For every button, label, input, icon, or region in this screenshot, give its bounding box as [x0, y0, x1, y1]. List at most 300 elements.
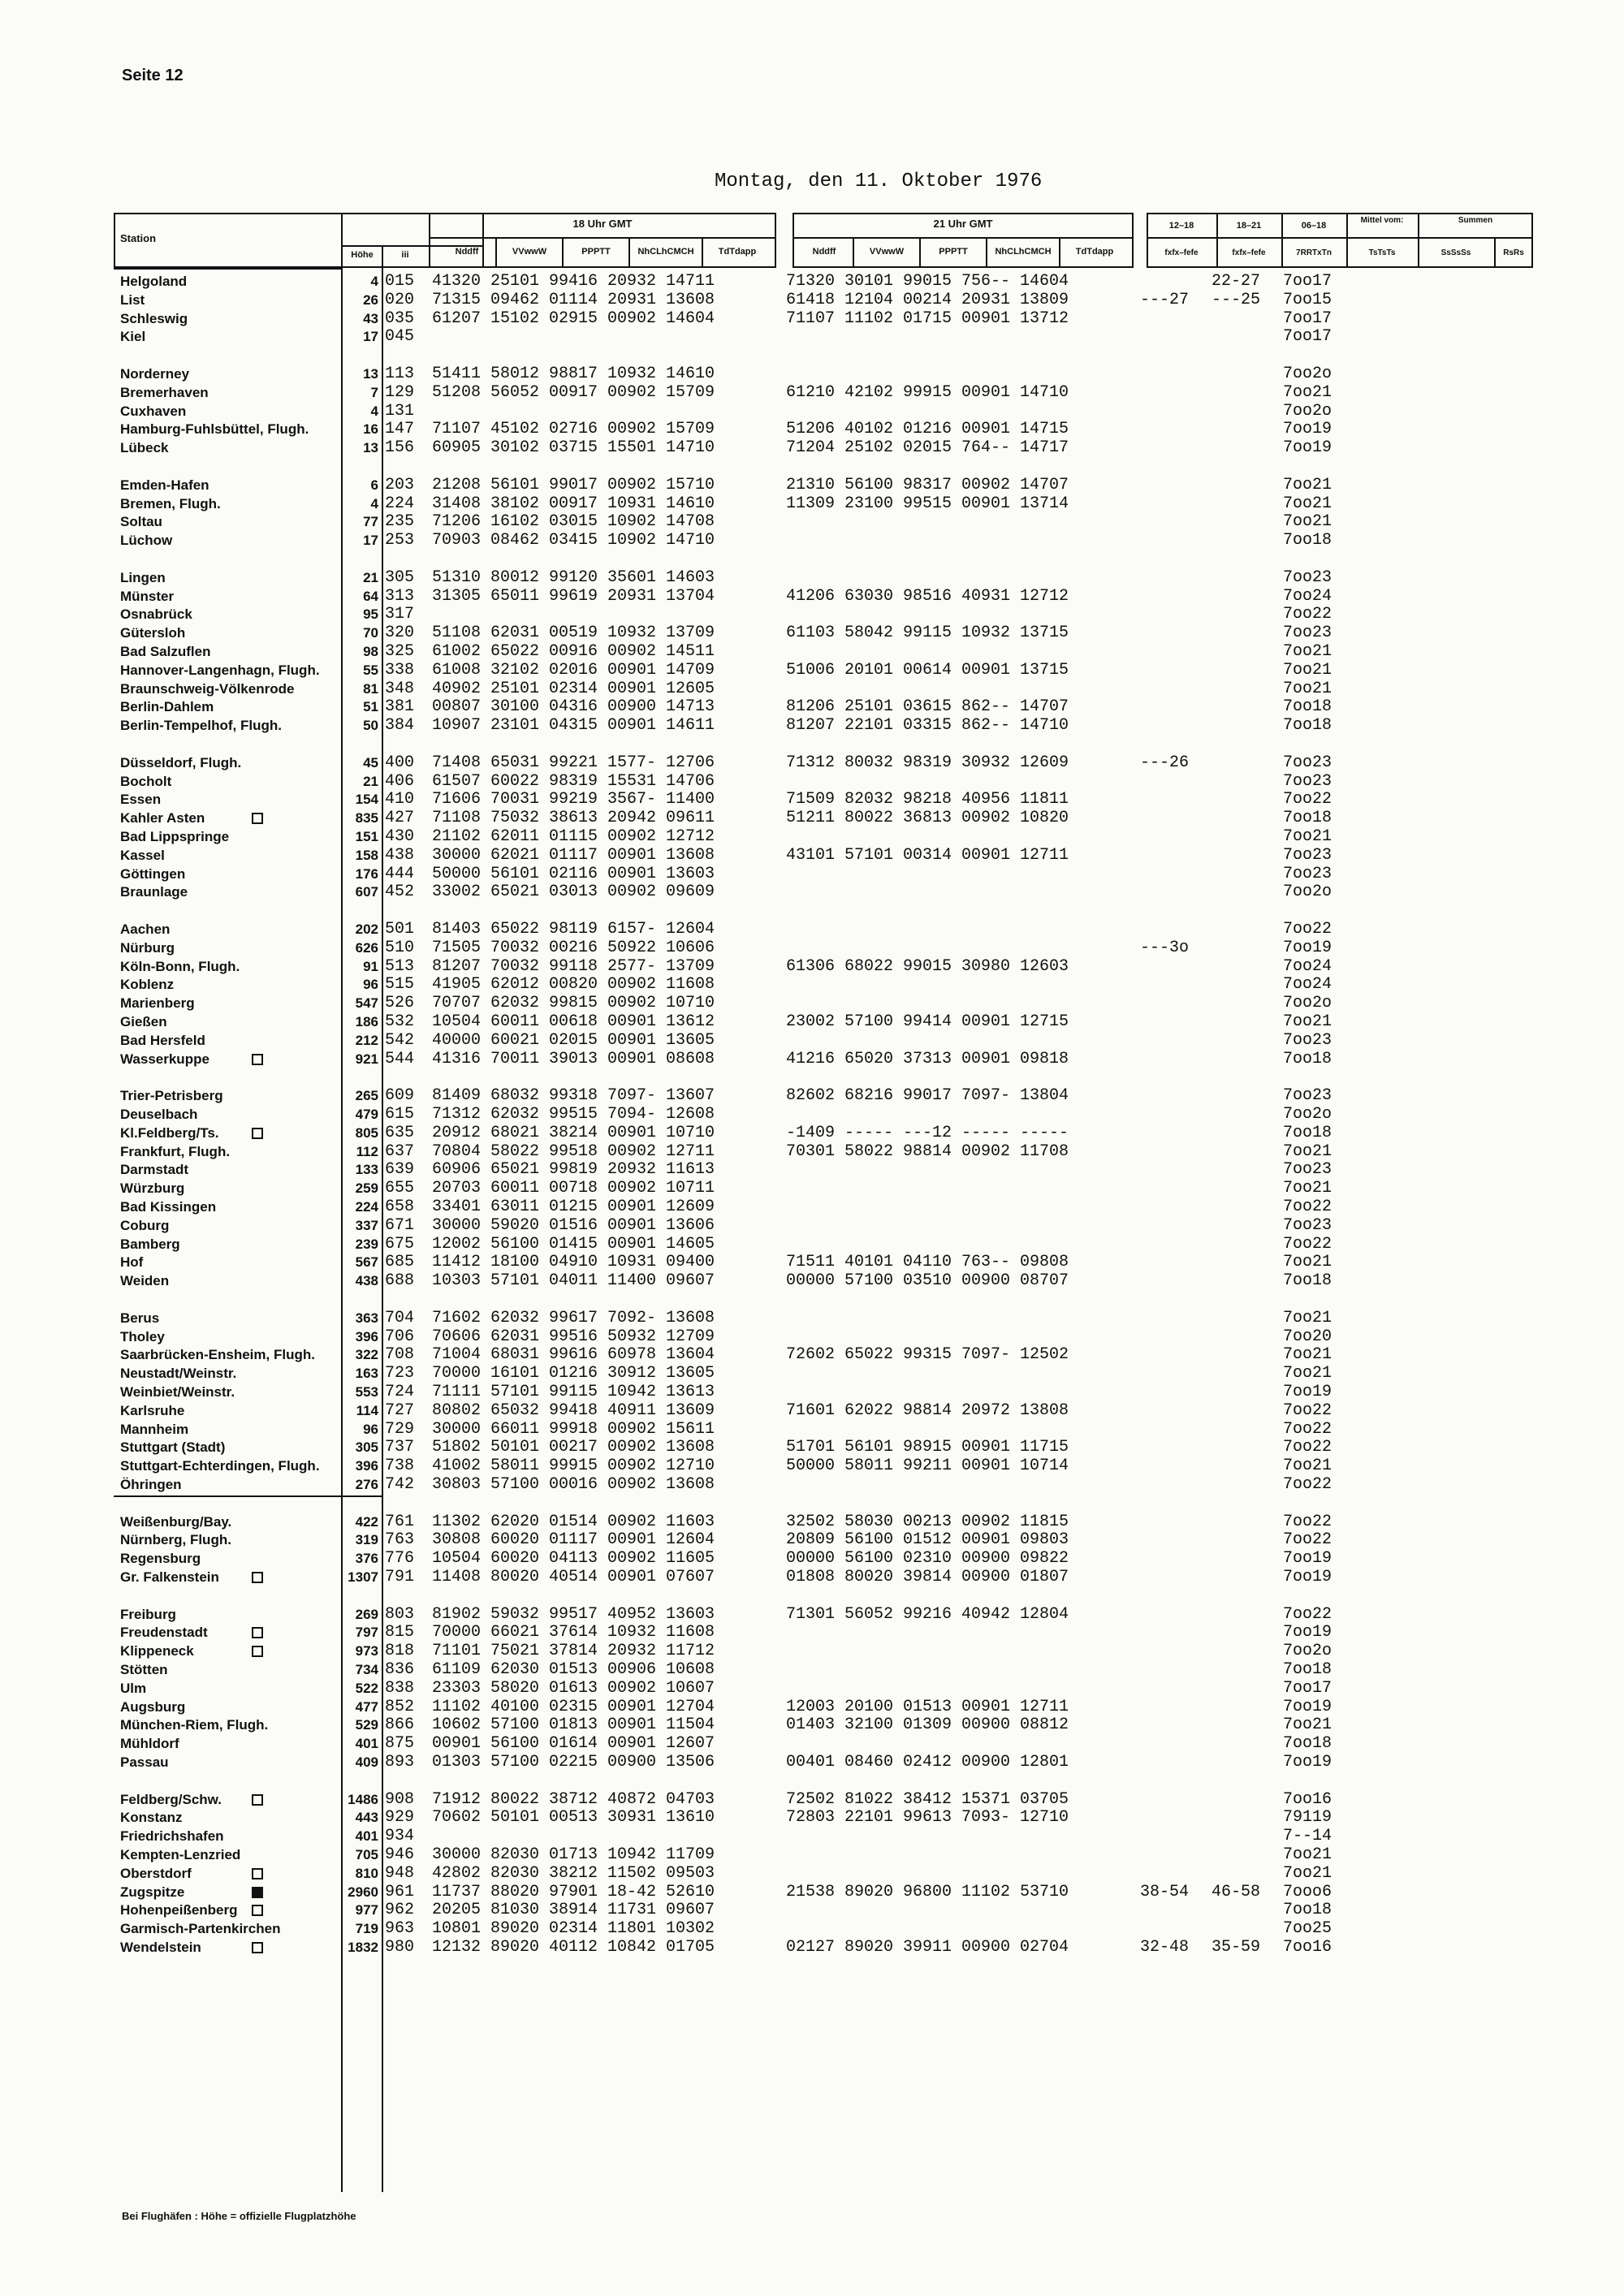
station-id: 723 — [385, 1364, 415, 1383]
obs-06-18: 7oo18 — [1283, 1901, 1332, 1920]
station-height: 276 — [355, 1477, 378, 1492]
station-height: 1486 — [348, 1791, 378, 1807]
obs-06-18: 7oo21 — [1283, 1253, 1332, 1272]
station-id: 253 — [385, 531, 415, 550]
obs-18-gmt: 80802 65032 99418 40911 13609 — [432, 1400, 715, 1420]
obs-06-18: 7oo22 — [1283, 605, 1332, 624]
divider — [114, 1495, 382, 1497]
station-height: 96 — [363, 1421, 378, 1437]
table-row — [0, 532, 1624, 550]
table-row — [0, 921, 1624, 939]
station-id: 893 — [385, 1753, 415, 1772]
table-row — [0, 1569, 1624, 1586]
station-name: Kassel — [120, 847, 165, 863]
obs-21-gmt: 71107 11102 01715 00901 13712 — [786, 309, 1069, 328]
station-name: Kempten-Lenzried — [120, 1847, 241, 1862]
station-id: 791 — [385, 1568, 415, 1586]
header-mittel: Mittel vom: — [1360, 216, 1404, 225]
obs-18-gmt: 21102 62011 01115 00902 12712 — [432, 827, 715, 846]
open-square-icon — [252, 1128, 263, 1139]
obs-06-18: 7oo23 — [1283, 771, 1332, 791]
obs-18-gmt: 40902 25101 02314 00901 12605 — [432, 679, 715, 698]
station-height: 977 — [355, 1902, 378, 1918]
open-square-icon — [252, 1572, 263, 1583]
obs-21-gmt: 32502 58030 00213 00902 11815 — [786, 1512, 1069, 1531]
station-name: Berus — [120, 1310, 160, 1326]
station-height: 422 — [355, 1513, 378, 1530]
obs-18-gmt: 51208 56052 00917 00902 15709 — [432, 382, 715, 402]
station-name: Hannover-Langenhagn, Flugh. — [120, 662, 320, 678]
obs-18-gmt: 10504 60011 00618 00901 13612 — [432, 1012, 715, 1031]
obs-06-18: 7oo21 — [1283, 679, 1332, 698]
obs-18-gmt: 51310 80012 99120 35601 14603 — [432, 568, 715, 587]
header-summen: Summen — [1458, 216, 1493, 225]
station-name: Münster — [120, 588, 175, 604]
station-name: Weiden — [120, 1273, 170, 1289]
table-row — [0, 569, 1624, 587]
station-name: Marienberg — [120, 995, 195, 1012]
header-18-uhr: 18 Uhr GMT — [572, 218, 633, 230]
table-row — [0, 1013, 1624, 1031]
obs-21-gmt: 71320 30101 99015 756-- 14604 — [786, 272, 1069, 291]
station-id: 235 — [385, 512, 415, 532]
station-height: 112 — [356, 1143, 378, 1159]
station-name: Zugspitze — [120, 1884, 185, 1900]
station-id: 015 — [385, 272, 415, 291]
obs-06-18: 7oo22 — [1283, 1198, 1332, 1216]
obs-06-18: 7oo21 — [1283, 1012, 1332, 1031]
station-name: Schleswig — [120, 310, 188, 326]
station-id: 542 — [385, 1030, 415, 1050]
gust-12-18: 32-48 — [1140, 1938, 1190, 1957]
table-row — [0, 1106, 1624, 1124]
divider — [986, 237, 987, 268]
obs-06-18: 7oo17 — [1283, 272, 1332, 291]
station-id: 980 — [385, 1938, 415, 1957]
obs-21-gmt: 43101 57101 00314 00901 12711 — [786, 845, 1069, 865]
table-row — [0, 1550, 1624, 1568]
obs-06-18: 7oo21 — [1283, 475, 1332, 494]
table-row — [0, 328, 1624, 346]
divider — [628, 237, 630, 268]
station-height: 401 — [355, 1828, 378, 1845]
station-height: 396 — [355, 1328, 378, 1344]
station-height: 1832 — [348, 1940, 378, 1955]
obs-06-18: 7oo18 — [1283, 1734, 1332, 1754]
open-square-icon — [252, 1794, 263, 1806]
table-row — [0, 1846, 1624, 1864]
station-id: 129 — [385, 382, 415, 402]
divider — [793, 237, 1134, 239]
station-height: 363 — [355, 1310, 378, 1326]
header-18-col: NhCLhCMCH — [637, 247, 694, 257]
station-id: 639 — [385, 1160, 415, 1180]
station-name: Soltau — [120, 514, 162, 530]
header-21-col: Nddff — [812, 247, 836, 257]
table-row — [0, 828, 1624, 846]
table-row — [0, 1606, 1624, 1624]
station-height: 163 — [355, 1366, 378, 1382]
obs-18-gmt: 30000 62021 01117 00901 13608 — [432, 845, 715, 865]
table-row — [0, 1421, 1624, 1439]
station-id: 513 — [385, 956, 415, 976]
table-row — [0, 1624, 1624, 1642]
station-id: 961 — [385, 1882, 415, 1901]
station-height: 805 — [355, 1124, 378, 1141]
station-name: Berlin-Dahlem — [120, 699, 214, 715]
station-name: Nürnberg, Flugh. — [120, 1532, 231, 1548]
table-row — [0, 680, 1624, 698]
obs-06-18: 7oo18 — [1283, 1049, 1332, 1068]
station-name: Mühldorf — [120, 1736, 179, 1752]
obs-06-18: 7oo21 — [1283, 1345, 1332, 1365]
obs-21-gmt: 71601 62022 98814 20972 13808 — [786, 1400, 1069, 1420]
obs-21-gmt: 72602 65022 99315 7097- 12502 — [786, 1345, 1069, 1365]
gust-12-18: ---27 — [1140, 290, 1190, 309]
station-id: 544 — [385, 1049, 415, 1068]
station-name: Berlin-Tempelhof, Flugh. — [120, 718, 282, 734]
station-height: 626 — [355, 939, 378, 956]
station-height: 96 — [363, 977, 378, 993]
obs-06-18: 7oo23 — [1283, 1160, 1332, 1180]
obs-06-18: 7oo22 — [1283, 1234, 1332, 1254]
obs-18-gmt: 71004 68031 99616 60978 13604 — [432, 1345, 715, 1365]
station-height: 13 — [363, 366, 378, 382]
station-height: 6 — [370, 477, 378, 493]
station-height: 921 — [355, 1051, 378, 1067]
station-name: Würzburg — [120, 1180, 185, 1197]
gust-12-18: ---3o — [1140, 938, 1190, 957]
obs-06-18: 7oo19 — [1283, 1697, 1332, 1716]
station-name: Tholey — [120, 1328, 165, 1344]
table-row — [0, 1143, 1624, 1161]
header-21-col: TdTdapp — [1075, 247, 1114, 257]
station-height: 151 — [355, 829, 378, 844]
station-height: 376 — [355, 1551, 378, 1567]
station-id: 763 — [385, 1530, 415, 1550]
obs-06-18: 7oo22 — [1283, 1530, 1332, 1550]
obs-18-gmt: 60906 65021 99819 20932 11613 — [432, 1160, 715, 1180]
table-row — [0, 273, 1624, 291]
obs-18-gmt: 61507 60022 98319 15531 14706 — [432, 771, 715, 791]
obs-06-18: 7oo19 — [1283, 938, 1332, 957]
station-name: Gr. Falkenstein — [120, 1569, 219, 1585]
station-height: 479 — [355, 1107, 378, 1122]
divider — [114, 268, 341, 270]
obs-18-gmt: 61002 65022 00916 00902 14511 — [432, 642, 715, 661]
station-height: 973 — [355, 1643, 378, 1659]
obs-21-gmt: 81206 25101 03615 862-- 14707 — [786, 697, 1069, 717]
obs-18-gmt: 30000 82030 01713 10942 11709 — [432, 1845, 715, 1864]
obs-06-18: 7oo23 — [1283, 568, 1332, 587]
station-height: 55 — [363, 662, 378, 678]
table-row — [0, 1439, 1624, 1457]
station-height: 522 — [355, 1680, 378, 1696]
obs-18-gmt: 81902 59032 99517 40952 13603 — [432, 1604, 715, 1624]
station-height: 50 — [363, 718, 378, 734]
table-row — [0, 1920, 1624, 1938]
obs-18-gmt: 12132 89020 40112 10842 01705 — [432, 1938, 715, 1957]
station-id: 020 — [385, 290, 415, 309]
obs-06-18: 7oo21 — [1283, 382, 1332, 402]
table-row — [0, 513, 1624, 531]
subheader-12-18: fxfx–fefe — [1164, 248, 1199, 257]
obs-18-gmt: 71505 70032 00216 50922 10606 — [432, 938, 715, 957]
station-id: 406 — [385, 771, 415, 791]
station-name: Bocholt — [120, 773, 172, 789]
obs-18-gmt: 81207 70032 99118 2577- 13709 — [432, 956, 715, 976]
station-height: 51 — [363, 699, 378, 715]
obs-21-gmt: 81207 22101 03315 862-- 14710 — [786, 716, 1069, 736]
obs-18-gmt: 71912 80022 38712 40872 04703 — [432, 1789, 715, 1809]
table-row — [0, 291, 1624, 309]
station-id: 838 — [385, 1678, 415, 1698]
table-row — [0, 1328, 1624, 1346]
station-height: 477 — [355, 1698, 378, 1715]
page-number: Seite 12 — [122, 67, 184, 84]
table-row — [0, 1032, 1624, 1050]
station-name: Lübeck — [120, 440, 169, 456]
obs-18-gmt: 81409 68032 99318 7097- 13607 — [432, 1086, 715, 1106]
station-name: Kahler Asten — [120, 810, 205, 826]
station-id: 963 — [385, 1919, 415, 1939]
open-square-icon — [252, 813, 263, 824]
station-height: 43 — [363, 310, 378, 326]
station-name: Trier-Petrisberg — [120, 1088, 223, 1104]
station-name: Braunlage — [120, 884, 188, 900]
table-row — [0, 1735, 1624, 1753]
obs-21-gmt: 01808 80020 39814 00900 01807 — [786, 1568, 1069, 1586]
station-height: 91 — [363, 958, 378, 974]
obs-06-18: 7oo19 — [1283, 420, 1332, 439]
header-12-18: 12–18 — [1168, 221, 1194, 231]
obs-18-gmt: 40000 60021 02015 00901 13605 — [432, 1030, 715, 1050]
table-row — [0, 1513, 1624, 1531]
station-height: 265 — [355, 1088, 378, 1104]
table-row — [0, 1254, 1624, 1271]
station-height: 176 — [355, 865, 378, 882]
station-name: Helgoland — [120, 274, 188, 289]
table-row — [0, 662, 1624, 680]
obs-18-gmt: 20205 81030 38914 11731 09607 — [432, 1901, 715, 1920]
header-06-18: 06–18 — [1301, 221, 1327, 231]
obs-21-gmt: 12003 20100 01513 00901 12711 — [786, 1697, 1069, 1716]
table-row — [0, 1402, 1624, 1420]
obs-06-18: 7oo16 — [1283, 1938, 1332, 1957]
table-row — [0, 1272, 1624, 1290]
station-name: Hamburg-Fuhlsbüttel, Flugh. — [120, 421, 309, 438]
station-name: Stötten — [120, 1662, 168, 1677]
gust-12-18: 38-54 — [1140, 1882, 1190, 1901]
station-height: 224 — [355, 1199, 378, 1215]
obs-06-18: 7oo21 — [1283, 1457, 1332, 1476]
obs-18-gmt: 31408 38102 00917 10931 14610 — [432, 494, 715, 513]
obs-18-gmt: 20703 60011 00718 00902 10711 — [432, 1179, 715, 1198]
footnote: Bei Flughäfen : Höhe = offizielle Flugplatzhöhe — [122, 2210, 356, 2222]
station-height: 16 — [363, 421, 378, 438]
station-name: Friedrichshafen — [120, 1828, 224, 1845]
station-name: Lüchow — [120, 533, 173, 549]
open-square-icon — [252, 1054, 263, 1065]
obs-18-gmt: 50000 56101 02116 00901 13603 — [432, 864, 715, 883]
obs-18-gmt: 10504 60020 04113 00902 11605 — [432, 1549, 715, 1569]
station-name: Darmstadt — [120, 1162, 189, 1178]
obs-18-gmt: 11412 18100 04910 10931 09400 — [432, 1253, 715, 1272]
station-id: 929 — [385, 1808, 415, 1828]
station-name: Hof — [120, 1254, 144, 1271]
divider — [1147, 237, 1533, 239]
station-id: 320 — [385, 624, 415, 643]
subheader-06-18: 7RRTxTn — [1296, 248, 1332, 257]
obs-21-gmt: 71312 80032 98319 30932 12609 — [786, 753, 1069, 772]
station-id: 737 — [385, 1438, 415, 1457]
station-height: 45 — [363, 754, 378, 770]
obs-18-gmt: 71107 45102 02716 00902 15709 — [432, 420, 715, 439]
table-row — [0, 477, 1624, 494]
table-row — [0, 1383, 1624, 1401]
obs-18-gmt: 71101 75021 37814 20932 11712 — [432, 1642, 715, 1661]
station-id: 515 — [385, 975, 415, 995]
station-height: 17 — [363, 533, 378, 549]
table-row — [0, 1236, 1624, 1254]
obs-18-gmt: 10602 57100 01813 00901 11504 — [432, 1716, 715, 1735]
station-id: 637 — [385, 1142, 415, 1161]
obs-18-gmt: 01303 57100 02215 00900 13506 — [432, 1753, 715, 1772]
obs-21-gmt: 50000 58011 99211 00901 10714 — [786, 1457, 1069, 1476]
station-id: 305 — [385, 568, 415, 587]
table-row — [0, 1809, 1624, 1827]
station-id: 962 — [385, 1901, 415, 1920]
station-height: 322 — [355, 1347, 378, 1363]
obs-18-gmt: 71312 62032 99515 7094- 12608 — [432, 1105, 715, 1124]
station-height: 21 — [363, 569, 378, 585]
station-height: 547 — [355, 995, 378, 1012]
table-row — [0, 1365, 1624, 1383]
station-height: 2960 — [348, 1884, 378, 1900]
station-height: 70 — [363, 625, 378, 641]
table-row — [0, 1198, 1624, 1216]
station-height: 607 — [355, 884, 378, 900]
header-21-col: VVwwW — [869, 247, 905, 257]
obs-06-18: 7ooo6 — [1283, 1882, 1332, 1901]
obs-18-gmt: 11302 62020 01514 00902 11603 — [432, 1512, 715, 1531]
station-id: 348 — [385, 679, 415, 698]
station-name: List — [120, 291, 145, 308]
table-row — [0, 1457, 1624, 1475]
station-name: Aachen — [120, 921, 171, 937]
table-row — [0, 847, 1624, 865]
station-name: Köln-Bonn, Flugh. — [120, 958, 240, 974]
station-id: 742 — [385, 1475, 415, 1494]
table-row — [0, 1828, 1624, 1845]
station-height: 133 — [355, 1162, 378, 1178]
obs-06-18: 7oo23 — [1283, 753, 1332, 772]
station-height: 21 — [363, 773, 378, 789]
station-height: 269 — [355, 1606, 378, 1622]
station-id: 147 — [385, 420, 415, 439]
obs-06-18: 7oo25 — [1283, 1919, 1332, 1939]
station-name: Bad Lippspringe — [120, 829, 230, 844]
obs-21-gmt: 00000 57100 03510 00900 08707 — [786, 1271, 1069, 1291]
obs-21-gmt: 61103 58042 99115 10932 13715 — [786, 624, 1069, 643]
obs-06-18: 7oo21 — [1283, 1716, 1332, 1735]
table-row — [0, 791, 1624, 809]
station-height: 337 — [355, 1217, 378, 1233]
obs-06-18: 7oo2o — [1283, 994, 1332, 1013]
obs-18-gmt: 71606 70031 99219 3567- 11400 — [432, 790, 715, 809]
obs-18-gmt: 70000 16101 01216 30912 13605 — [432, 1364, 715, 1383]
station-height: 158 — [355, 847, 378, 863]
table-row — [0, 606, 1624, 624]
header-21-col: PPPTT — [939, 247, 968, 257]
table-row — [0, 1310, 1624, 1327]
obs-18-gmt: 23303 58020 01613 00902 10607 — [432, 1678, 715, 1698]
station-name: Stuttgart-Echterdingen, Flugh. — [120, 1458, 320, 1474]
header-18-21: 18–21 — [1236, 221, 1262, 231]
station-height: 567 — [355, 1254, 378, 1271]
obs-18-gmt: 71108 75032 38613 20942 09611 — [432, 809, 715, 828]
obs-06-18: 7oo22 — [1283, 1438, 1332, 1457]
table-row — [0, 1698, 1624, 1716]
table-row — [0, 495, 1624, 513]
station-name: Bamberg — [120, 1236, 180, 1252]
station-height: 13 — [363, 440, 378, 456]
station-name: Karlsruhe — [120, 1402, 185, 1418]
table-row — [0, 1476, 1624, 1494]
table-row — [0, 1642, 1624, 1660]
station-id: 836 — [385, 1660, 415, 1679]
obs-06-18: 7oo17 — [1283, 1678, 1332, 1698]
obs-06-18: 7oo19 — [1283, 1623, 1332, 1642]
obs-21-gmt: 51211 80022 36813 00902 10820 — [786, 809, 1069, 828]
station-name: Bremerhaven — [120, 384, 209, 400]
station-id: 655 — [385, 1179, 415, 1198]
station-height: 797 — [355, 1625, 378, 1641]
obs-18-gmt: 30000 66011 99918 00902 15611 — [432, 1419, 715, 1439]
divider — [853, 237, 854, 268]
obs-18-gmt: 11102 40100 02315 00901 12704 — [432, 1697, 715, 1716]
station-height: 396 — [355, 1458, 378, 1474]
table-row — [0, 1051, 1624, 1068]
station-id: 427 — [385, 809, 415, 828]
station-height: 4 — [370, 495, 378, 511]
station-name: Düsseldorf, Flugh. — [120, 754, 242, 770]
table-row — [0, 976, 1624, 994]
obs-06-18: 7oo18 — [1283, 716, 1332, 736]
table-row — [0, 809, 1624, 827]
station-height: 98 — [363, 644, 378, 659]
obs-18-gmt: 61008 32102 02016 00901 14709 — [432, 660, 715, 680]
station-height: 239 — [355, 1236, 378, 1252]
divider — [702, 237, 703, 268]
station-name: Freudenstadt — [120, 1625, 208, 1641]
table-row — [0, 1939, 1624, 1957]
obs-06-18: 7oo23 — [1283, 1030, 1332, 1050]
header-18-col: PPPTT — [581, 247, 611, 257]
station-id: 675 — [385, 1234, 415, 1254]
obs-06-18: 7oo19 — [1283, 1383, 1332, 1401]
obs-21-gmt: 00000 56100 02310 00900 09822 — [786, 1549, 1069, 1569]
obs-06-18: 7oo18 — [1283, 697, 1332, 717]
station-name: Garmisch-Partenkirchen — [120, 1921, 281, 1937]
obs-18-gmt: 21208 56101 99017 00902 15710 — [432, 475, 715, 494]
obs-18-gmt: 00807 30100 04316 00900 14713 — [432, 697, 715, 717]
station-id: 815 — [385, 1623, 415, 1642]
divider — [341, 213, 343, 268]
station-id: 635 — [385, 1123, 415, 1142]
table-row — [0, 421, 1624, 438]
header-21-col: NhCLhCMCH — [995, 247, 1052, 257]
